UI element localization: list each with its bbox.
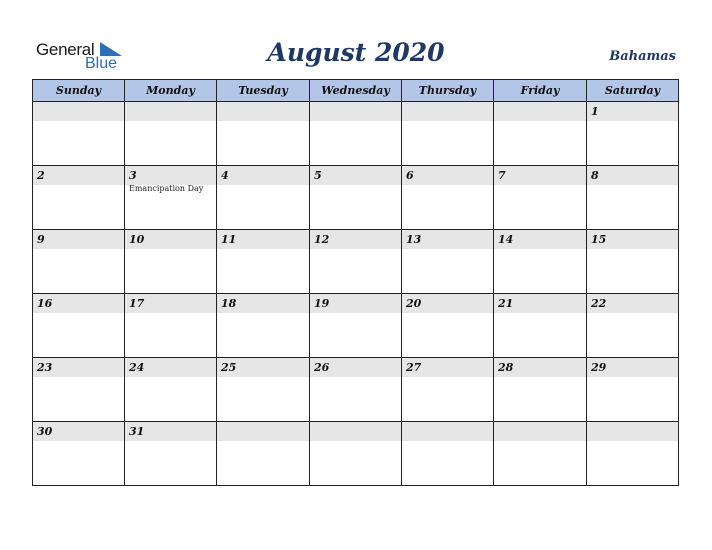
day-number — [310, 102, 401, 121]
weekday-header-row — [33, 80, 679, 102]
day-number: 16 — [33, 294, 124, 313]
day-number — [494, 422, 586, 441]
day-cell — [402, 166, 494, 230]
day-cell — [217, 102, 310, 166]
day-number: 29 — [587, 358, 678, 377]
day-cell — [402, 294, 494, 358]
week-row — [33, 422, 679, 486]
day-cell — [33, 230, 125, 294]
logo-word-general: General — [36, 40, 95, 59]
weekday-header: Monday — [125, 80, 217, 102]
day-number: 9 — [33, 230, 124, 249]
day-cell — [125, 166, 217, 230]
day-cell — [402, 358, 494, 422]
day-cell — [125, 422, 217, 486]
day-number: 24 — [125, 358, 216, 377]
weekday-header: Sunday — [33, 80, 125, 102]
day-cell — [125, 358, 217, 422]
day-number — [125, 102, 216, 121]
day-number: 4 — [217, 166, 309, 185]
day-number: 14 — [494, 230, 586, 249]
day-number: 23 — [33, 358, 124, 377]
weekday-header: Tuesday — [217, 80, 310, 102]
day-cell — [33, 294, 125, 358]
day-number: 17 — [125, 294, 216, 313]
holiday-label: Emancipation Day — [129, 184, 204, 193]
day-cell — [494, 294, 587, 358]
day-cell — [402, 422, 494, 486]
day-number — [33, 102, 124, 121]
day-cell — [217, 358, 310, 422]
week-row — [33, 102, 679, 166]
day-cell — [310, 166, 402, 230]
weekday-header: Friday — [494, 80, 587, 102]
day-number — [217, 422, 309, 441]
day-number: 12 — [310, 230, 401, 249]
day-number: 21 — [494, 294, 586, 313]
day-cell — [217, 166, 310, 230]
day-number: 19 — [310, 294, 401, 313]
day-number — [310, 422, 401, 441]
day-cell — [217, 422, 310, 486]
day-cell — [587, 422, 679, 486]
day-number: 13 — [402, 230, 493, 249]
day-cell — [587, 230, 679, 294]
weekday-header: Saturday — [587, 80, 679, 102]
day-cell — [33, 358, 125, 422]
day-cell — [125, 102, 217, 166]
day-number: 26 — [310, 358, 401, 377]
day-cell — [494, 102, 587, 166]
week-row — [33, 230, 679, 294]
day-number: 20 — [402, 294, 493, 313]
day-number: 11 — [217, 230, 309, 249]
day-number: 1 — [587, 102, 678, 121]
day-cell — [33, 166, 125, 230]
day-cell — [402, 102, 494, 166]
day-cell — [494, 358, 587, 422]
page-title: August 2020 — [267, 38, 445, 67]
day-number — [217, 102, 309, 121]
day-cell — [125, 230, 217, 294]
day-number: 6 — [402, 166, 493, 185]
day-number: 31 — [125, 422, 216, 441]
day-cell — [310, 358, 402, 422]
day-number — [494, 102, 586, 121]
day-number: 3 — [125, 166, 216, 185]
day-cell — [587, 358, 679, 422]
day-cell — [587, 294, 679, 358]
day-number: 22 — [587, 294, 678, 313]
day-number — [402, 102, 493, 121]
day-number: 25 — [217, 358, 309, 377]
day-number — [402, 422, 493, 441]
day-cell — [310, 102, 402, 166]
weekday-header: Thursday — [402, 80, 494, 102]
day-cell — [310, 422, 402, 486]
logo-word-blue: Blue — [85, 55, 118, 72]
day-number: 18 — [217, 294, 309, 313]
day-cell — [402, 230, 494, 294]
day-cell — [494, 422, 587, 486]
country-label: Bahamas — [609, 49, 676, 64]
day-cell — [494, 166, 587, 230]
day-number: 2 — [33, 166, 124, 185]
calendar-grid — [32, 79, 679, 486]
day-cell — [310, 230, 402, 294]
day-cell — [587, 166, 679, 230]
day-cell — [310, 294, 402, 358]
weekday-header: Wednesday — [310, 80, 402, 102]
day-cell — [217, 230, 310, 294]
day-cell — [217, 294, 310, 358]
day-number — [587, 422, 678, 441]
day-number: 7 — [494, 166, 586, 185]
day-number: 30 — [33, 422, 124, 441]
day-cell — [125, 294, 217, 358]
day-cell — [33, 102, 125, 166]
day-number: 15 — [587, 230, 678, 249]
week-row — [33, 358, 679, 422]
day-number: 10 — [125, 230, 216, 249]
week-row — [33, 294, 679, 358]
day-number: 8 — [587, 166, 678, 185]
day-cell — [33, 422, 125, 486]
week-row — [33, 166, 679, 230]
day-cell — [587, 102, 679, 166]
day-cell — [494, 230, 587, 294]
day-number: 27 — [402, 358, 493, 377]
day-number: 28 — [494, 358, 586, 377]
day-number: 5 — [310, 166, 401, 185]
